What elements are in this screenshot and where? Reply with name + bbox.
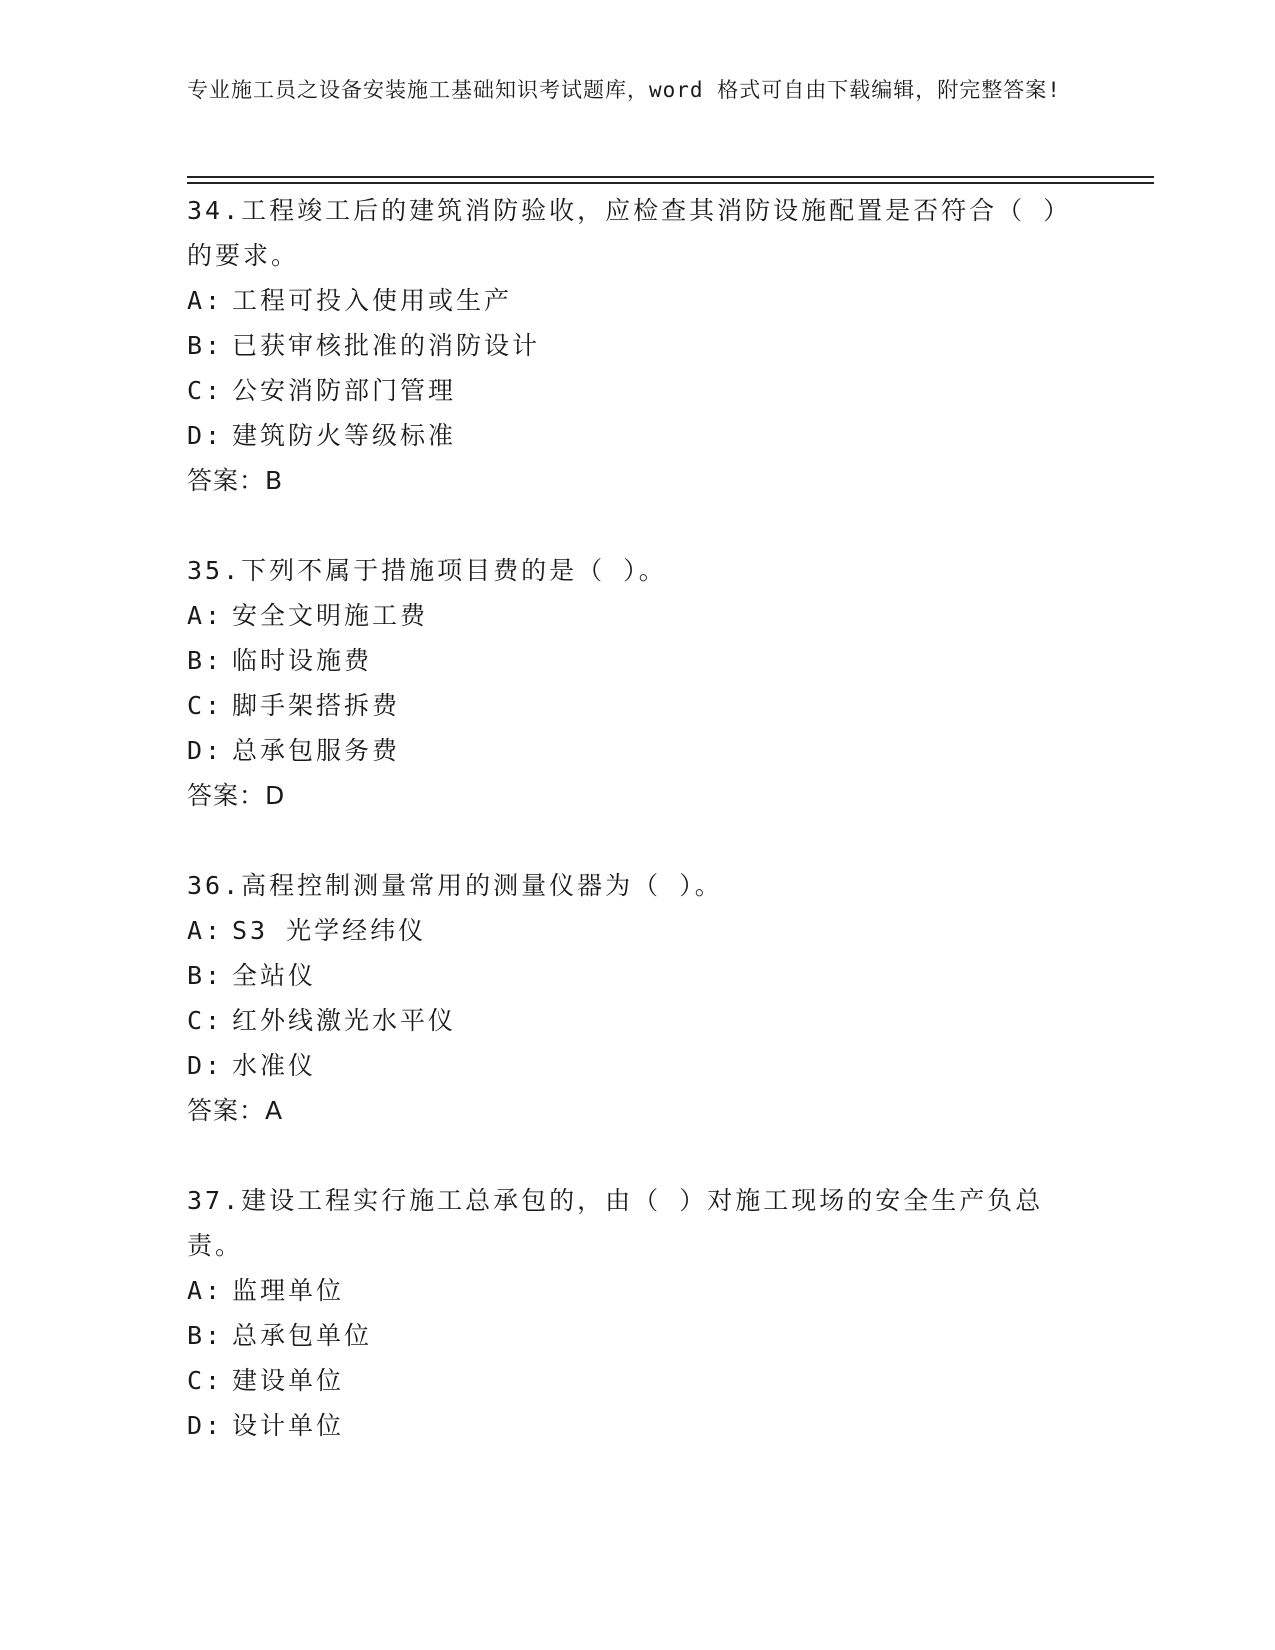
option-b (187, 638, 1087, 683)
option-key: C: (187, 376, 224, 405)
option-b (187, 953, 1087, 998)
option-a (187, 1268, 1087, 1313)
option-d (187, 1043, 1087, 1088)
option-d (187, 1403, 1087, 1448)
option-key: D: (187, 421, 224, 450)
question-stem: 34.工程竣工后的建筑消防验收，应检查其消防设施配置是否符合（ ）的要求。 (187, 196, 1059, 270)
option-text: 脚手架搭拆费 (232, 691, 401, 720)
document-header: 专业施工员之设备安装施工基础知识考试题库，word 格式可自由下载编辑，附完整答案! (187, 78, 1061, 102)
option-text: 已获审核批准的消防设计 (232, 331, 541, 360)
option-key: C: (187, 1006, 224, 1035)
header-divider-bottom (187, 182, 1154, 184)
option-text: 监理单位 (232, 1276, 345, 1305)
question-gap (187, 1133, 1087, 1178)
option-text: 工程可投入使用或生产 (232, 286, 513, 315)
option-key: C: (187, 691, 224, 720)
question-36 (187, 863, 1087, 1133)
option-text: 水准仪 (232, 1051, 317, 1080)
answer-line: 答案：B (187, 466, 284, 495)
option-key: B: (187, 1321, 224, 1350)
option-text: 建筑防火等级标准 (232, 421, 457, 450)
option-key: A: (187, 286, 224, 315)
option-text: 临时设施费 (232, 646, 373, 675)
option-key: B: (187, 646, 224, 675)
option-b (187, 1313, 1087, 1358)
option-text: 全站仪 (232, 961, 317, 990)
option-key: D: (187, 1411, 224, 1440)
question-list (187, 188, 1087, 1448)
option-a (187, 593, 1087, 638)
option-key: A: (187, 916, 224, 945)
option-key: B: (187, 961, 224, 990)
question-34 (187, 188, 1087, 503)
option-key: A: (187, 601, 224, 630)
answer-line: 答案：D (187, 781, 286, 810)
option-b (187, 323, 1087, 368)
option-key: D: (187, 1051, 224, 1080)
option-key: D: (187, 736, 224, 765)
option-c (187, 998, 1087, 1043)
option-a (187, 908, 1087, 953)
option-a (187, 278, 1087, 323)
question-37 (187, 1178, 1087, 1448)
option-text: 红外线激光水平仪 (232, 1006, 457, 1035)
option-text: 安全文明施工费 (232, 601, 429, 630)
option-text: 建设单位 (232, 1366, 345, 1395)
option-text: 总承包单位 (232, 1321, 373, 1350)
option-d (187, 413, 1087, 458)
question-stem: 37.建设工程实行施工总承包的，由（ ）对施工现场的安全生产负总责。 (187, 1186, 1044, 1260)
option-text: 设计单位 (232, 1411, 345, 1440)
question-35 (187, 548, 1087, 818)
answer-line: 答案：A (187, 1096, 284, 1125)
header-divider-top (187, 176, 1154, 178)
option-text: S3 光学经纬仪 (232, 916, 427, 945)
question-gap (187, 503, 1087, 548)
question-gap (187, 818, 1087, 863)
option-c (187, 683, 1087, 728)
option-c (187, 1358, 1087, 1403)
option-key: B: (187, 331, 224, 360)
option-key: A: (187, 1276, 224, 1305)
option-d (187, 728, 1087, 773)
question-stem: 35.下列不属于措施项目费的是（ ）。 (187, 556, 667, 585)
option-key: C: (187, 1366, 224, 1395)
question-stem: 36.高程控制测量常用的测量仪器为（ ）。 (187, 871, 723, 900)
option-c (187, 368, 1087, 413)
option-text: 公安消防部门管理 (232, 376, 457, 405)
option-text: 总承包服务费 (232, 736, 401, 765)
